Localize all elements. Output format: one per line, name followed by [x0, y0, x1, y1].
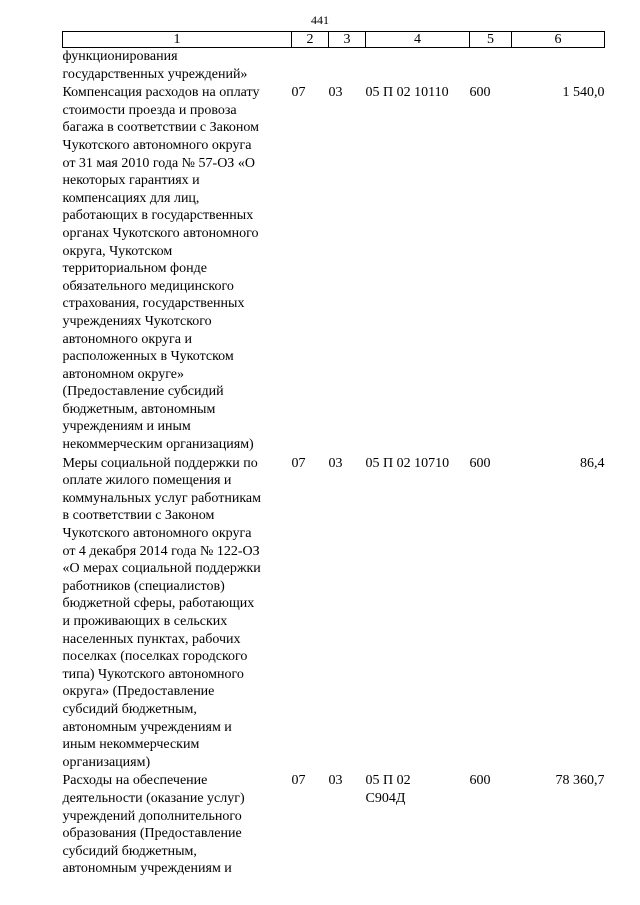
row-name: Меры социальной поддержки по оплате жилого помещения и коммунальных услуг работникам в соответствии с Законом Чукотского автономного округа от 4 декабря 2014 года № 122-ОЗ «О мерах социальной поддержки работников (специалистов) бюджетной сферы, работающих и проживающих в сельских населенных пунктах, рабочих поселках (поселках городского типа) Чукотского автономного округа» (Предоставление субсидий бюджетным, автономным учреждениям и иным некоммерческим организациям) [62, 455, 262, 770]
row-expense-type [470, 48, 512, 84]
row-section: 07 [291, 85, 306, 101]
row-target-article: 05 П 02 10710 [365, 455, 450, 471]
row-target-article: 05 П 02 С904Д [365, 773, 411, 806]
row-subsection: 03 [328, 773, 343, 789]
column-header-3: 3 [329, 32, 366, 48]
row-expense-type: 600 [469, 455, 491, 471]
row-expense-type: 600 [469, 85, 491, 101]
page-number: 441 [311, 13, 329, 27]
row-target-article [366, 48, 470, 84]
row-name: функционирования государственных учреждений» [62, 49, 248, 82]
column-header-2: 2 [292, 32, 329, 48]
column-header-6: 6 [512, 32, 605, 48]
column-header-5: 5 [470, 32, 512, 48]
table-header-row [63, 32, 605, 48]
row-subsection: 03 [328, 85, 343, 101]
row-target-article: 05 П 02 10110 [365, 85, 449, 101]
row-amount [512, 48, 605, 84]
table-row [63, 454, 605, 772]
table-row [63, 48, 605, 84]
budget-table [62, 31, 605, 878]
table-row [63, 771, 605, 878]
row-section: 07 [291, 773, 306, 789]
row-section [292, 48, 329, 84]
row-amount: 78 360,7 [555, 773, 605, 789]
row-amount: 86,4 [580, 455, 605, 471]
table-row [63, 83, 605, 453]
row-amount: 1 540,0 [562, 85, 605, 101]
row-subsection: 03 [328, 455, 343, 471]
column-header-1: 1 [63, 32, 292, 48]
row-section: 07 [291, 455, 306, 471]
row-subsection [329, 48, 366, 84]
row-name: Компенсация расходов на оплату стоимости проезда и провоза багажа в соответствии с Законом Чукотского автономного округа от 31 мая 2010 года № 57-ОЗ «О некоторых гарантиях и компенсациях для лиц, работающих в государственных органах Чукотского автономного округа, Чукотском территориальном фонде обязательного медицинского страхования, государственных учреждениях Чукотского автономного округа и расположенных в Чукотском автономном округе» (Предоставление субсидий бюджетным, автономным учреждениям и иным некоммерческим организациям) [62, 85, 260, 453]
column-header-4: 4 [366, 32, 470, 48]
row-expense-type: 600 [469, 773, 491, 789]
row-name: Расходы на обеспечение деятельности (оказание услуг) учреждений дополнительного образования (Предоставление субсидий бюджетным, автономным учреждениям и [62, 773, 245, 877]
